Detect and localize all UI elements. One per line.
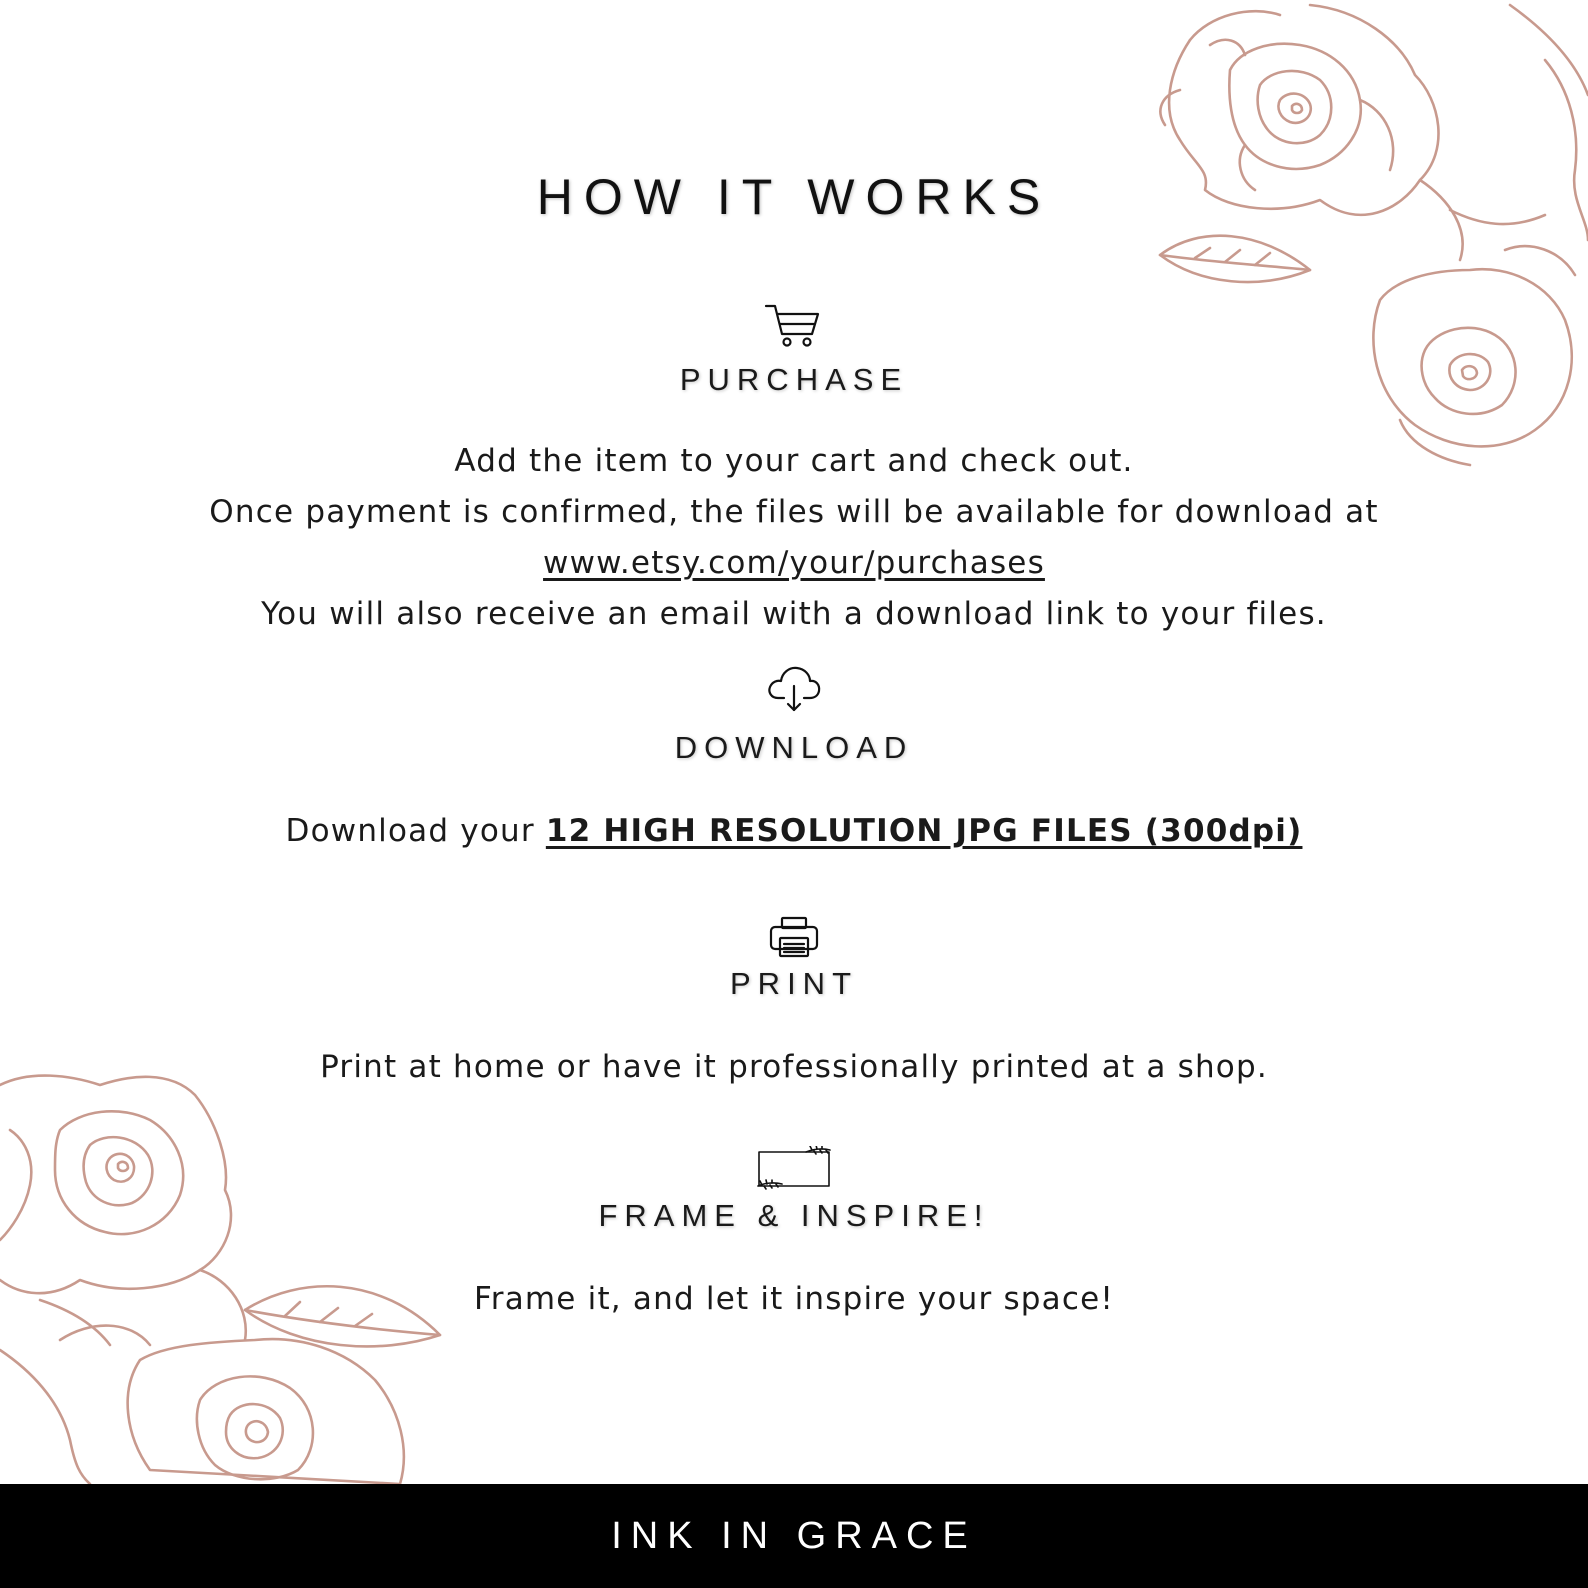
purchase-line-2: Once payment is confirmed, the files will be available for download at [209, 494, 1379, 530]
rose-decoration-top-right [1150, 0, 1588, 470]
frame-icon [0, 1146, 1588, 1192]
purchase-description [0, 436, 1588, 640]
purchase-line-1: Add the item to your cart and check out. [454, 443, 1134, 479]
page-title: HOW IT WORKS [536, 169, 1052, 225]
brand-name: INK IN GRACE [611, 1514, 977, 1557]
step-heading-download: DOWNLOAD [674, 730, 914, 765]
step-heading-print: PRINT [730, 966, 858, 1001]
shopping-cart-icon [0, 302, 1588, 350]
download-description [0, 806, 1588, 857]
printer-icon [0, 916, 1588, 958]
purchase-line-4: You will also receive an email with a download link to your files. [261, 596, 1327, 632]
download-files-link[interactable]: 12 HIGH RESOLUTION JPG FILES (300dpi) [545, 813, 1303, 849]
download-text-prefix: Download your [285, 813, 546, 849]
print-description: Print at home or have it professionally printed at a shop. [320, 1049, 1268, 1085]
step-heading-frame: FRAME & INSPIRE! [598, 1198, 990, 1233]
purchases-link[interactable]: www.etsy.com/your/purchases [543, 545, 1045, 581]
frame-description: Frame it, and let it inspire your space! [473, 1281, 1115, 1317]
footer-bar [0, 1484, 1588, 1588]
step-heading-purchase: PURCHASE [679, 362, 909, 397]
cloud-download-icon [0, 664, 1588, 714]
